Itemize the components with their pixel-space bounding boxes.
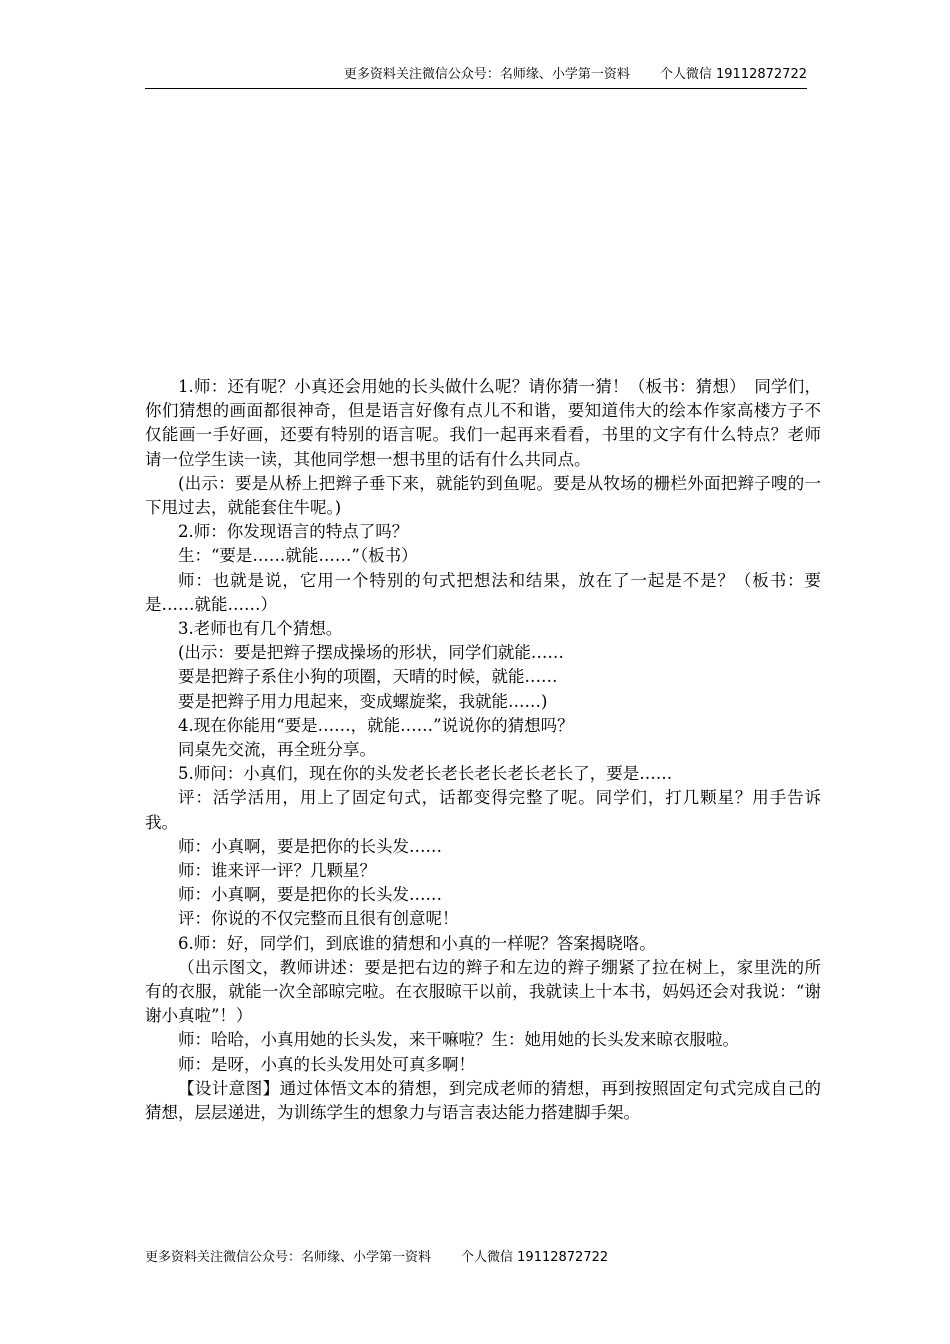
paragraph-20: 师：哈哈，小真用她的长头发，来干嘛啦？生：她用她的长头发来晾衣服啦。 [178, 1030, 739, 1050]
paragraph-17: 评：你说的不仅完整而且很有创意呢！ [178, 909, 459, 929]
page-header [145, 66, 807, 89]
footer-wechat-text: 个人微信 19112872722 [461, 1250, 609, 1265]
paragraph-22: 【设计意图】通过体悟文本的猜想，到完成老师的猜想，再到按照固定句式完成自己的猜想，层层递进，为训练学生的想象力与语言表达能力搭建脚手架。 [145, 1078, 821, 1123]
paragraph-6: 3.老师也有几个猜想。 [178, 619, 343, 639]
paragraph-19: （出示图文，教师讲述：要是把右边的辫子和左边的辫子绷紧了拉在树上，家里洗的所有的衣服，就能一次全部晾完啦。在衣服晾干以前，我就读上十本书，妈妈还会对我说：“谢谢小真啦”！） [145, 957, 821, 1026]
paragraph-5: 师：也就是说，它用一个特别的句式把想法和结果，放在了一起是不是？（板书：要是……就能……） [145, 570, 821, 614]
footer-source-text: 更多资料关注微信公众号：名师缘、小学第一资料 [145, 1250, 432, 1265]
document-body [145, 375, 821, 1125]
paragraph-13: 评：活学活用，用上了固定句式，话都变得完整了呢。同学们，打几颗星？用手告诉我。 [145, 788, 821, 832]
paragraph-21: 师：是呀，小真的长头发用处可真多啊！ [178, 1054, 475, 1074]
paragraph-18: 6.师：好，同学们，到底谁的猜想和小真的一样呢？答案揭晓咯。 [178, 933, 656, 953]
paragraph-11: 同桌先交流，再全班分享。 [178, 740, 376, 760]
paragraph-4: 生：“要是……就能……”（板书） [178, 546, 418, 566]
header-source-text: 更多资料关注微信公众号：名师缘、小学第一资料 [343, 67, 630, 82]
paragraph-1: 1.师：还有呢？小真还会用她的长头做什么呢？请你猜一猜！（板书：猜想） 同学们，你们猜想的画面都很神奇，但是语言好像有点儿不和谐，要知道伟大的绘本作家高楼方子不仅能画一手好画，还要有特别的语言呢。我们一起再来看看，书里的文字有什么特点？老师请一位学生读一读，其他同学想一想书里的话有什么共同点。 [145, 377, 821, 469]
paragraph-2: (出示：要是从桥上把辫子垂下来，就能钓到鱼呢。要是从牧场的栅栏外面把辫子嗖的一下甩过去，就能套住牛呢。) [145, 473, 821, 518]
paragraph-16: 师：小真啊，要是把你的长头发…… [178, 885, 442, 905]
paragraph-9: 要是把辫子用力甩起来，变成螺旋桨，我就能……) [178, 691, 548, 711]
paragraph-15: 师：谁来评一评？几颗星？ [178, 861, 376, 881]
page-footer [145, 1249, 608, 1267]
header-wechat-text: 个人微信 19112872722 [659, 67, 807, 82]
paragraph-8: 要是把辫子系住小狗的项圈，天晴的时候，就能…… [178, 667, 558, 687]
paragraph-12: 5.师问：小真们，现在你的头发老长老长老长老长老长了，要是…… [178, 764, 673, 784]
paragraph-3: 2.师：你发现语言的特点了吗？ [178, 522, 409, 542]
paragraph-10: 4.现在你能用“要是……，就能……”说说你的猜想吗？ [178, 715, 574, 735]
paragraph-7: (出示：要是把辫子摆成操场的形状，同学们就能…… [178, 643, 564, 663]
paragraph-14: 师：小真啊，要是把你的长头发…… [178, 836, 442, 856]
